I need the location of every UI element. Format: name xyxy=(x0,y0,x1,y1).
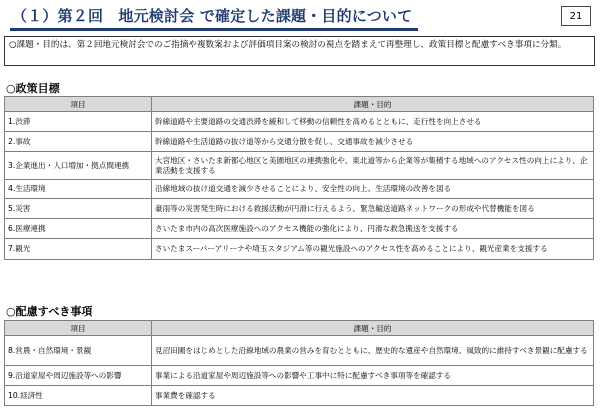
row-item: 7.観光 xyxy=(5,239,152,260)
row-item: 4.生活環境 xyxy=(5,180,152,199)
table-row xyxy=(5,152,594,180)
table-row xyxy=(5,180,594,199)
policy-heading-mark: ○ xyxy=(6,82,16,95)
table-row xyxy=(5,239,594,260)
row-desc: 見沼田圃をはじめとした沿線地域の農業の営みを育むとともに、歴史的な遺産や自然環境、風致的に維持すべき景観に配慮する xyxy=(152,336,594,366)
row-desc: 幹線道路や生活道路の抜け道等から交通分散を促し、交通事故を減少させる xyxy=(152,132,594,152)
consider-section-heading xyxy=(6,303,92,319)
row-desc: 大宮地区・さいたま新都心地区と美園地区の連携強化や、東北道等から企業等が集積する地域へのアクセス性の向上により、企業活動を支援する xyxy=(152,152,594,180)
row-desc: 事業費を確認する xyxy=(152,386,594,406)
row-desc: 事業による沿道家屋や周辺施設等への影響や工事中に特に配慮すべき事項等を確認する xyxy=(152,366,594,386)
title-bar xyxy=(0,0,600,34)
row-item: 9.沿道家屋や周辺施設等への影響 xyxy=(5,366,152,386)
consider-heading-mark: ○ xyxy=(6,305,16,318)
consider-heading-text: 配慮すべき事項 xyxy=(15,305,93,318)
consider-table xyxy=(4,320,594,406)
row-desc: 豪雨等の災害発生時における救援活動が円滑に行えるよう、緊急輸送道路ネットワークの形成や代替機能を図る xyxy=(152,199,594,219)
table-row xyxy=(5,366,594,386)
column-header-desc: 課題・目的 xyxy=(152,321,594,336)
row-desc: さいたま市内の高次医療施設へのアクセス機能の強化により、円滑な救急搬送を支援する xyxy=(152,219,594,239)
policy-section-heading xyxy=(6,80,60,96)
intro-box xyxy=(4,36,595,66)
row-item: 2.事故 xyxy=(5,132,152,152)
row-item: 3.企業進出・人口増加・拠点間連携 xyxy=(5,152,152,180)
table-row xyxy=(5,336,594,366)
row-desc: さいたまスーパーアリーナや埼玉スタジアム等の観光施設へのアクセス性を高めることにより、観光産業を支援する xyxy=(152,239,594,260)
table-header-row xyxy=(5,97,594,112)
row-item: 6.医療連携 xyxy=(5,219,152,239)
row-desc: 幹線道路や主要道路の交通渋滞を緩和して移動の信頼性を高めるとともに、走行性を向上させる xyxy=(152,112,594,132)
row-item: 8.営農・自然環境・景観 xyxy=(5,336,152,366)
policy-heading-text: 政策目標 xyxy=(15,82,60,95)
row-desc: 沿線地域の抜け道交通を減少させることにより、安全性の向上、生活環境の改善を図る xyxy=(152,180,594,199)
column-header-item: 項目 xyxy=(5,97,152,112)
page-number: 21 xyxy=(561,6,591,26)
table-row xyxy=(5,219,594,239)
table-row xyxy=(5,112,594,132)
column-header-item: 項目 xyxy=(5,321,152,336)
column-header-desc: 課題・目的 xyxy=(152,97,594,112)
title-underline xyxy=(10,28,418,31)
row-item: 10.経済性 xyxy=(5,386,152,406)
page-title: （１）第２回 地元検討会 で確定した課題・目的について xyxy=(12,7,413,25)
table-header-row xyxy=(5,321,594,336)
table-row xyxy=(5,199,594,219)
policy-table xyxy=(4,96,594,260)
table-row xyxy=(5,386,594,406)
table-row xyxy=(5,132,594,152)
intro-text: ○課題・目的は、第２回地元検討会でのご指摘や複数案および評価項目案の検討の視点を踏まえて再整理し、政策目標と配慮すべき事項に分類。 xyxy=(9,40,567,50)
row-item: 5.災害 xyxy=(5,199,152,219)
row-item: 1.渋滞 xyxy=(5,112,152,132)
